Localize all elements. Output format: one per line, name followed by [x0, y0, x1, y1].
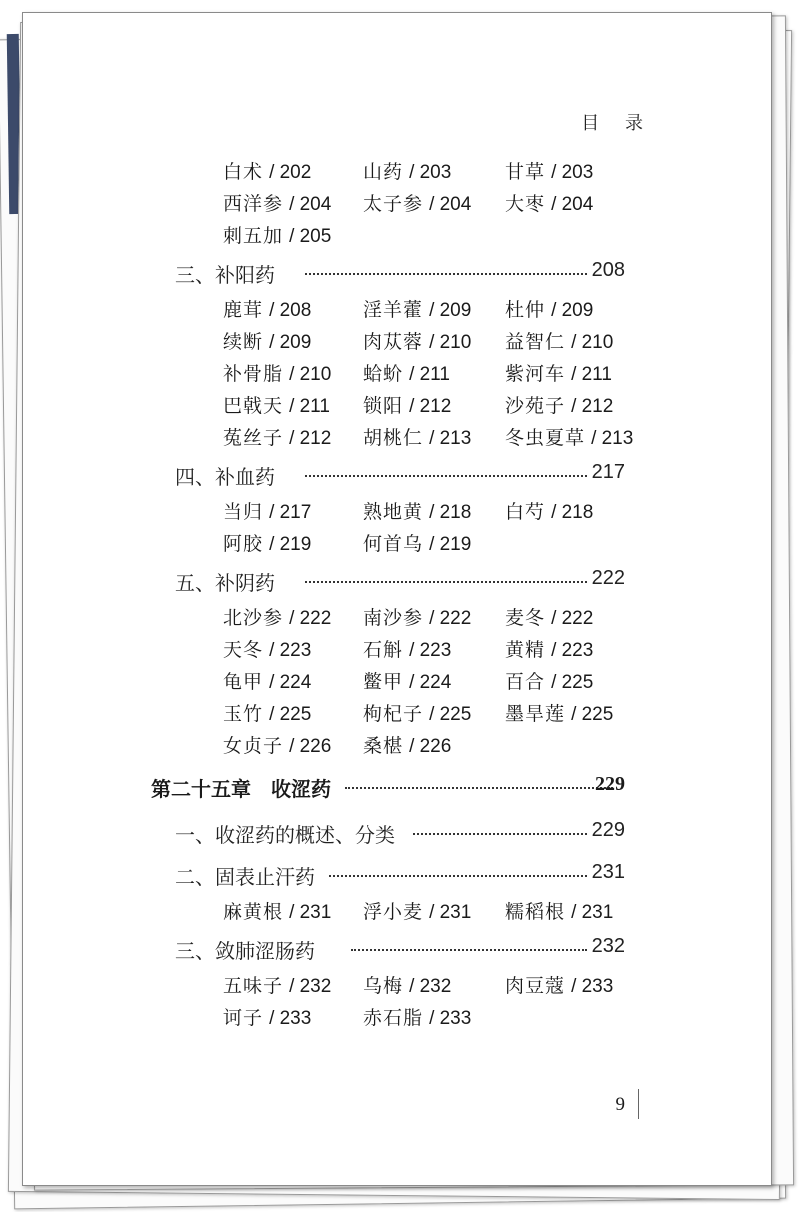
herb-page: / 205 [289, 226, 332, 247]
herb-name: 百合 [505, 671, 546, 693]
herb-page: / 210 [571, 332, 614, 353]
herb-entry [363, 359, 450, 386]
herb-entry [223, 897, 331, 924]
leader-dots [329, 875, 587, 877]
herb-entry [363, 603, 471, 630]
herb-name: 续断 [223, 331, 264, 353]
herb-page: / 204 [551, 194, 594, 215]
herb-entry [363, 423, 471, 450]
herb-page: / 208 [269, 300, 312, 321]
herb-entry [223, 635, 311, 662]
herb-entry [223, 731, 331, 758]
leader-dots [413, 833, 587, 835]
herb-page: / 204 [289, 194, 332, 215]
herb-entry [505, 423, 633, 450]
herb-name: 西洋参 [223, 193, 284, 215]
herb-name: 锁阳 [363, 395, 404, 417]
herb-page: / 210 [289, 364, 332, 385]
herb-page: / 233 [571, 976, 614, 997]
chapter-title: 第二十五章 收涩药 [151, 777, 331, 801]
herb-page: / 232 [289, 976, 332, 997]
herb-entry [363, 295, 471, 322]
herb-page: / 219 [429, 534, 472, 555]
leader-dots [345, 787, 613, 789]
herb-page: / 224 [409, 672, 452, 693]
herb-entry [363, 391, 451, 418]
herb-name: 女贞子 [223, 735, 284, 757]
herb-page: / 231 [289, 902, 332, 923]
herb-page: / 203 [409, 162, 452, 183]
herb-page: / 212 [571, 396, 614, 417]
herb-name: 糯稻根 [505, 901, 566, 923]
herb-entry [363, 897, 471, 924]
herb-page: / 222 [551, 608, 594, 629]
herb-page: / 213 [591, 428, 634, 449]
herb-name: 浮小麦 [363, 901, 424, 923]
herb-entry [223, 327, 311, 354]
herb-name: 太子参 [363, 193, 424, 215]
herb-page: / 226 [289, 736, 332, 757]
herb-page: / 231 [429, 902, 472, 923]
herb-page: / 211 [571, 364, 612, 385]
herb-name: 大枣 [505, 193, 546, 215]
herb-name: 肉豆蔻 [505, 975, 566, 997]
herb-entry [363, 667, 451, 694]
herb-name: 鳖甲 [363, 671, 404, 693]
herb-entry [363, 327, 471, 354]
herb-page: / 217 [269, 502, 312, 523]
herb-entry [363, 971, 451, 998]
herb-entry [363, 699, 471, 726]
herb-entry [363, 189, 471, 216]
herb-name: 甘草 [505, 161, 546, 183]
herb-name: 补骨脂 [223, 363, 284, 385]
herb-name: 菟丝子 [223, 427, 284, 449]
herb-name: 白芍 [505, 501, 546, 523]
herb-name: 冬虫夏草 [505, 427, 586, 449]
herb-page: / 212 [409, 396, 452, 417]
herb-entry [363, 731, 451, 758]
herb-entry [363, 157, 451, 184]
herb-page: / 218 [551, 502, 594, 523]
herb-page: / 226 [409, 736, 452, 757]
herb-name: 巴戟天 [223, 395, 284, 417]
herb-name: 乌梅 [363, 975, 404, 997]
herb-page: / 224 [269, 672, 312, 693]
herb-entry [505, 635, 593, 662]
herb-page: / 232 [409, 976, 452, 997]
herb-entry [223, 497, 311, 524]
herb-name: 麦冬 [505, 607, 546, 629]
herb-name: 熟地黄 [363, 501, 424, 523]
herb-page: / 231 [571, 902, 614, 923]
herb-entry [505, 157, 593, 184]
section-title: 一、收涩药的概述、分类 [175, 823, 395, 847]
herb-page: / 203 [551, 162, 594, 183]
herb-entry [505, 971, 613, 998]
herb-entry [363, 1003, 471, 1030]
herb-name: 淫羊藿 [363, 299, 424, 321]
herb-page: / 222 [429, 608, 472, 629]
herb-name: 山药 [363, 161, 404, 183]
herb-page: / 211 [289, 396, 330, 417]
table-of-contents [23, 13, 771, 1185]
herb-name: 胡桃仁 [363, 427, 424, 449]
herb-name: 阿胶 [223, 533, 264, 555]
herb-entry [223, 295, 311, 322]
section-page: 232 [591, 935, 625, 957]
herb-entry [223, 189, 331, 216]
herb-entry [505, 295, 593, 322]
herb-name: 何首乌 [363, 533, 424, 555]
herb-name: 诃子 [223, 1007, 264, 1029]
herb-name: 石斛 [363, 639, 404, 661]
section-page: 231 [591, 861, 625, 883]
herb-entry [223, 971, 331, 998]
herb-page: / 223 [269, 640, 312, 661]
herb-name: 桑椹 [363, 735, 404, 757]
herb-name: 黄精 [505, 639, 546, 661]
section-page: 217 [591, 461, 625, 483]
herb-name: 墨旱莲 [505, 703, 566, 725]
herb-page: / 233 [429, 1008, 472, 1029]
section-page: 229 [591, 819, 625, 841]
herb-name: 蛤蚧 [363, 363, 404, 385]
herb-page: / 218 [429, 502, 472, 523]
toc-page [22, 12, 772, 1186]
herb-name: 赤石脂 [363, 1007, 424, 1029]
leader-dots [305, 581, 587, 583]
herb-entry [505, 359, 612, 386]
herb-entry [505, 391, 613, 418]
herb-page: / 225 [269, 704, 312, 725]
herb-name: 枸杞子 [363, 703, 424, 725]
herb-page: / 233 [269, 1008, 312, 1029]
herb-name: 北沙参 [223, 607, 284, 629]
herb-entry [505, 897, 613, 924]
section-page: 222 [591, 567, 625, 589]
section-title: 二、固表止汗药 [175, 865, 315, 889]
herb-page: / 223 [551, 640, 594, 661]
herb-page: / 209 [429, 300, 472, 321]
herb-page: / 204 [429, 194, 472, 215]
herb-name: 玉竹 [223, 703, 264, 725]
herb-page: / 223 [409, 640, 452, 661]
section-page: 208 [591, 259, 625, 281]
herb-page: / 219 [269, 534, 312, 555]
herb-entry [363, 529, 471, 556]
herb-name: 紫河车 [505, 363, 566, 385]
herb-page: / 211 [409, 364, 450, 385]
herb-entry [223, 221, 331, 248]
herb-name: 南沙参 [363, 607, 424, 629]
herb-entry [505, 699, 613, 726]
leader-dots [305, 273, 587, 275]
herb-entry [505, 189, 593, 216]
herb-page: / 202 [269, 162, 312, 183]
herb-page: / 225 [571, 704, 614, 725]
herb-page: / 225 [429, 704, 472, 725]
herb-name: 益智仁 [505, 331, 566, 353]
herb-entry [505, 603, 593, 630]
running-header: 目 录 [581, 113, 653, 134]
herb-name: 杜仲 [505, 299, 546, 321]
herb-entry [223, 391, 330, 418]
herb-page: / 209 [269, 332, 312, 353]
herb-name: 天冬 [223, 639, 264, 661]
herb-name: 龟甲 [223, 671, 264, 693]
herb-name: 麻黄根 [223, 901, 284, 923]
herb-name: 白术 [223, 161, 264, 183]
chapter-page: 229 [595, 773, 625, 795]
herb-entry [505, 667, 593, 694]
folio-rule [638, 1089, 639, 1119]
herb-name: 刺五加 [223, 225, 284, 247]
section-title: 三、补阳药 [175, 263, 275, 287]
herb-entry [505, 327, 613, 354]
section-title: 三、敛肺涩肠药 [175, 939, 315, 963]
herb-entry [505, 497, 593, 524]
leader-dots [351, 949, 587, 951]
herb-entry [223, 157, 311, 184]
herb-name: 肉苁蓉 [363, 331, 424, 353]
page-number: 9 [615, 1094, 625, 1115]
section-title: 四、补血药 [175, 465, 275, 489]
herb-entry [223, 667, 311, 694]
herb-entry [223, 423, 331, 450]
section-title: 五、补阴药 [175, 571, 275, 595]
herb-name: 鹿茸 [223, 299, 264, 321]
herb-entry [363, 497, 471, 524]
herb-entry [363, 635, 451, 662]
herb-entry [223, 603, 331, 630]
herb-entry [223, 699, 311, 726]
herb-entry [223, 359, 331, 386]
herb-name: 五味子 [223, 975, 284, 997]
herb-name: 当归 [223, 501, 264, 523]
herb-name: 沙苑子 [505, 395, 566, 417]
herb-page: / 209 [551, 300, 594, 321]
leader-dots [305, 475, 587, 477]
herb-page: / 222 [289, 608, 332, 629]
herb-entry [223, 529, 311, 556]
herb-page: / 213 [429, 428, 472, 449]
herb-page: / 212 [289, 428, 332, 449]
herb-page: / 210 [429, 332, 472, 353]
herb-entry [223, 1003, 311, 1030]
herb-page: / 225 [551, 672, 594, 693]
